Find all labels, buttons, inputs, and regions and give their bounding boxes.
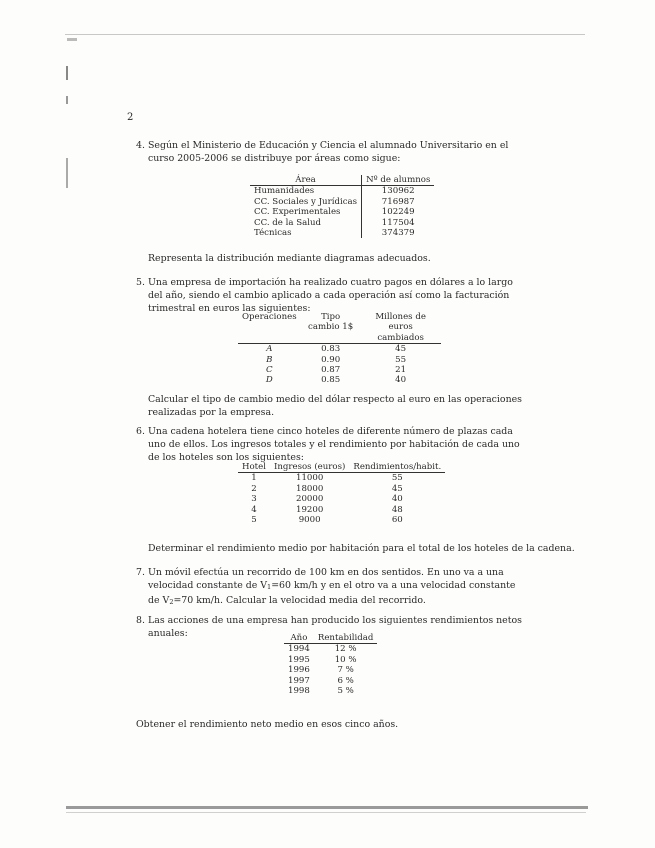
- table-row: [238, 365, 441, 375]
- table-cell: D: [265, 375, 273, 386]
- question-6: [136, 425, 528, 464]
- table-cell: B: [266, 354, 273, 365]
- table-cell: 20000: [295, 494, 324, 505]
- question-number: 4.: [136, 140, 145, 151]
- question-text: =60 km/h y en el otro va a una velocidad constante de V: [148, 580, 516, 606]
- table-cell: 7 %: [337, 665, 354, 676]
- table-row: [238, 473, 445, 484]
- table-row: [238, 515, 445, 525]
- table-header-row: [250, 175, 434, 186]
- question-text: Una cadena hotelera tiene cinco hoteles de diferente número de plazas cada uno de ellos. Los ingresos totales y el rendimiento por habitación de cada uno de los hoteles son los siguientes:: [148, 426, 520, 463]
- question-6-instruction: Determinar el rendimiento medio por habitación para el total de los hoteles de la cadena.: [148, 543, 575, 554]
- table-cell: 2: [251, 483, 257, 494]
- hotel-table: [238, 462, 445, 525]
- exchange-rate-table: [238, 312, 441, 386]
- table-cell: 45: [395, 344, 407, 355]
- scan-mark: [67, 38, 77, 41]
- table-cell: 40: [395, 375, 407, 386]
- table-cell: 48: [391, 504, 403, 515]
- table-row: [250, 197, 434, 207]
- question-4: [136, 139, 528, 165]
- table-cell: CC. Experimentales: [254, 207, 341, 218]
- table-row: [250, 207, 434, 217]
- table-header: Nº de alumnos: [362, 175, 435, 186]
- table-cell: 117504: [362, 218, 435, 228]
- question-8-instruction: Obtener el rendimiento neto medio en esos cinco años.: [136, 719, 399, 730]
- student-area-table: [250, 175, 434, 238]
- table-cell: 11000: [295, 473, 324, 484]
- table-row: [238, 505, 445, 515]
- question-7: [136, 566, 528, 609]
- table-cell: 716987: [362, 197, 435, 207]
- table-cell: 55: [395, 354, 407, 365]
- table-cell: Técnicas: [254, 228, 292, 239]
- question-5-instruction: Calcular el tipo de cambio medio del dólar respecto al euro en las operaciones realizadas por la empresa.: [148, 394, 522, 418]
- returns-table: [284, 633, 377, 696]
- table-cell: A: [266, 344, 273, 355]
- question-number: 5.: [136, 277, 145, 288]
- table-header: Rentabilidad: [317, 633, 374, 643]
- question-text: Según el Ministerio de Educación y Ciencia el alumnado Universitario en el curso 2005-2006 se distribuye por áreas como sigue:: [148, 140, 509, 164]
- table-cell: 60: [391, 515, 403, 526]
- table-cell: 1: [251, 473, 257, 484]
- table-row: [284, 655, 377, 665]
- table-row: [284, 644, 377, 655]
- question-4-instruction: Representa la distribución mediante diagramas adecuados.: [148, 253, 431, 264]
- question-text: Las acciones de una empresa han producido los siguientes rendimientos netos anuales:: [148, 615, 522, 639]
- question-number: 6.: [136, 426, 145, 437]
- table-cell: 1995: [288, 654, 310, 665]
- table-cell: 4: [251, 504, 257, 515]
- table-row: [284, 676, 377, 686]
- table-cell: 5: [251, 515, 257, 526]
- table-cell: 130962: [362, 186, 435, 197]
- table-cell: 21: [395, 365, 407, 376]
- table-header: Ingresos (euros): [273, 462, 346, 472]
- table-row: [238, 494, 445, 504]
- table-cell: 18000: [295, 483, 324, 494]
- table-cell: 3: [251, 494, 257, 505]
- table-cell: 374379: [362, 228, 435, 238]
- table-row: [238, 355, 441, 365]
- scan-edge-bottom: [66, 812, 586, 813]
- table-cell: 9000: [298, 515, 321, 526]
- table-cell: 1997: [288, 675, 310, 686]
- table-row: [284, 665, 377, 675]
- table-header-row: [238, 312, 441, 344]
- table-header: Área: [250, 175, 362, 186]
- table-row: [250, 228, 434, 238]
- table-cell: C: [266, 365, 273, 376]
- table-row: [284, 686, 377, 696]
- table-cell: 0.85: [321, 375, 341, 386]
- question-text: Un móvil efectúa un recorrido de 100 km en dos sentidos. En uno va a una velocidad constante de V: [148, 567, 504, 591]
- table-row: [250, 186, 434, 197]
- table-cell: 10 %: [334, 654, 357, 665]
- question-text: Una empresa de importación ha realizado cuatro pagos en dólares a lo largo del año, siendo el cambio aplicado a cada operación así como la facturación trimestral en euros las siguientes:: [148, 277, 513, 314]
- table-cell: 5 %: [337, 686, 354, 697]
- table-header-row: [238, 462, 445, 473]
- table-cell: 1998: [288, 686, 310, 697]
- question-number: 8.: [136, 615, 145, 626]
- page-number: 2: [127, 112, 134, 123]
- table-cell: 19200: [295, 504, 324, 515]
- question-number: 7.: [136, 567, 145, 578]
- table-header: Rendimientos/habit.: [353, 462, 442, 472]
- table-header: Hotel: [242, 462, 266, 472]
- subscript: 1: [267, 583, 272, 591]
- table-cell: Humanidades: [254, 186, 315, 197]
- table-cell: 0.90: [321, 354, 341, 365]
- table-cell: 1994: [288, 644, 310, 655]
- table-row: [238, 484, 445, 494]
- table-cell: 12 %: [334, 644, 357, 655]
- table-cell: 0.83: [321, 344, 341, 355]
- table-header: Operaciones: [242, 312, 297, 322]
- table-header: Millones de euros cambiados: [375, 312, 426, 343]
- question-5: [136, 276, 528, 315]
- table-header: Tipo cambio 1$: [308, 312, 354, 333]
- question-text: =70 km/h. Calcular la velocidad media del recorrido.: [173, 595, 426, 606]
- table-cell: 45: [391, 483, 403, 494]
- scan-mark: [66, 66, 68, 80]
- table-cell: 1996: [288, 665, 310, 676]
- table-header-row: [284, 633, 377, 644]
- table-row: [250, 218, 434, 228]
- table-cell: 102249: [362, 207, 435, 217]
- table-cell: 55: [391, 473, 403, 484]
- subscript: 2: [169, 598, 174, 606]
- scan-mark: [66, 96, 68, 104]
- table-cell: CC. de la Salud: [254, 217, 322, 228]
- scan-mark: [66, 158, 68, 188]
- table-cell: 6 %: [337, 675, 354, 686]
- table-row: [238, 344, 441, 355]
- table-cell: 40: [391, 494, 403, 505]
- scan-edge-top: [65, 34, 585, 35]
- table-cell: CC. Sociales y Jurídicas: [254, 196, 358, 207]
- table-header: Año: [290, 633, 308, 643]
- table-cell: 0.87: [321, 365, 341, 376]
- scan-edge-bottom: [66, 806, 588, 809]
- table-row: [238, 375, 441, 385]
